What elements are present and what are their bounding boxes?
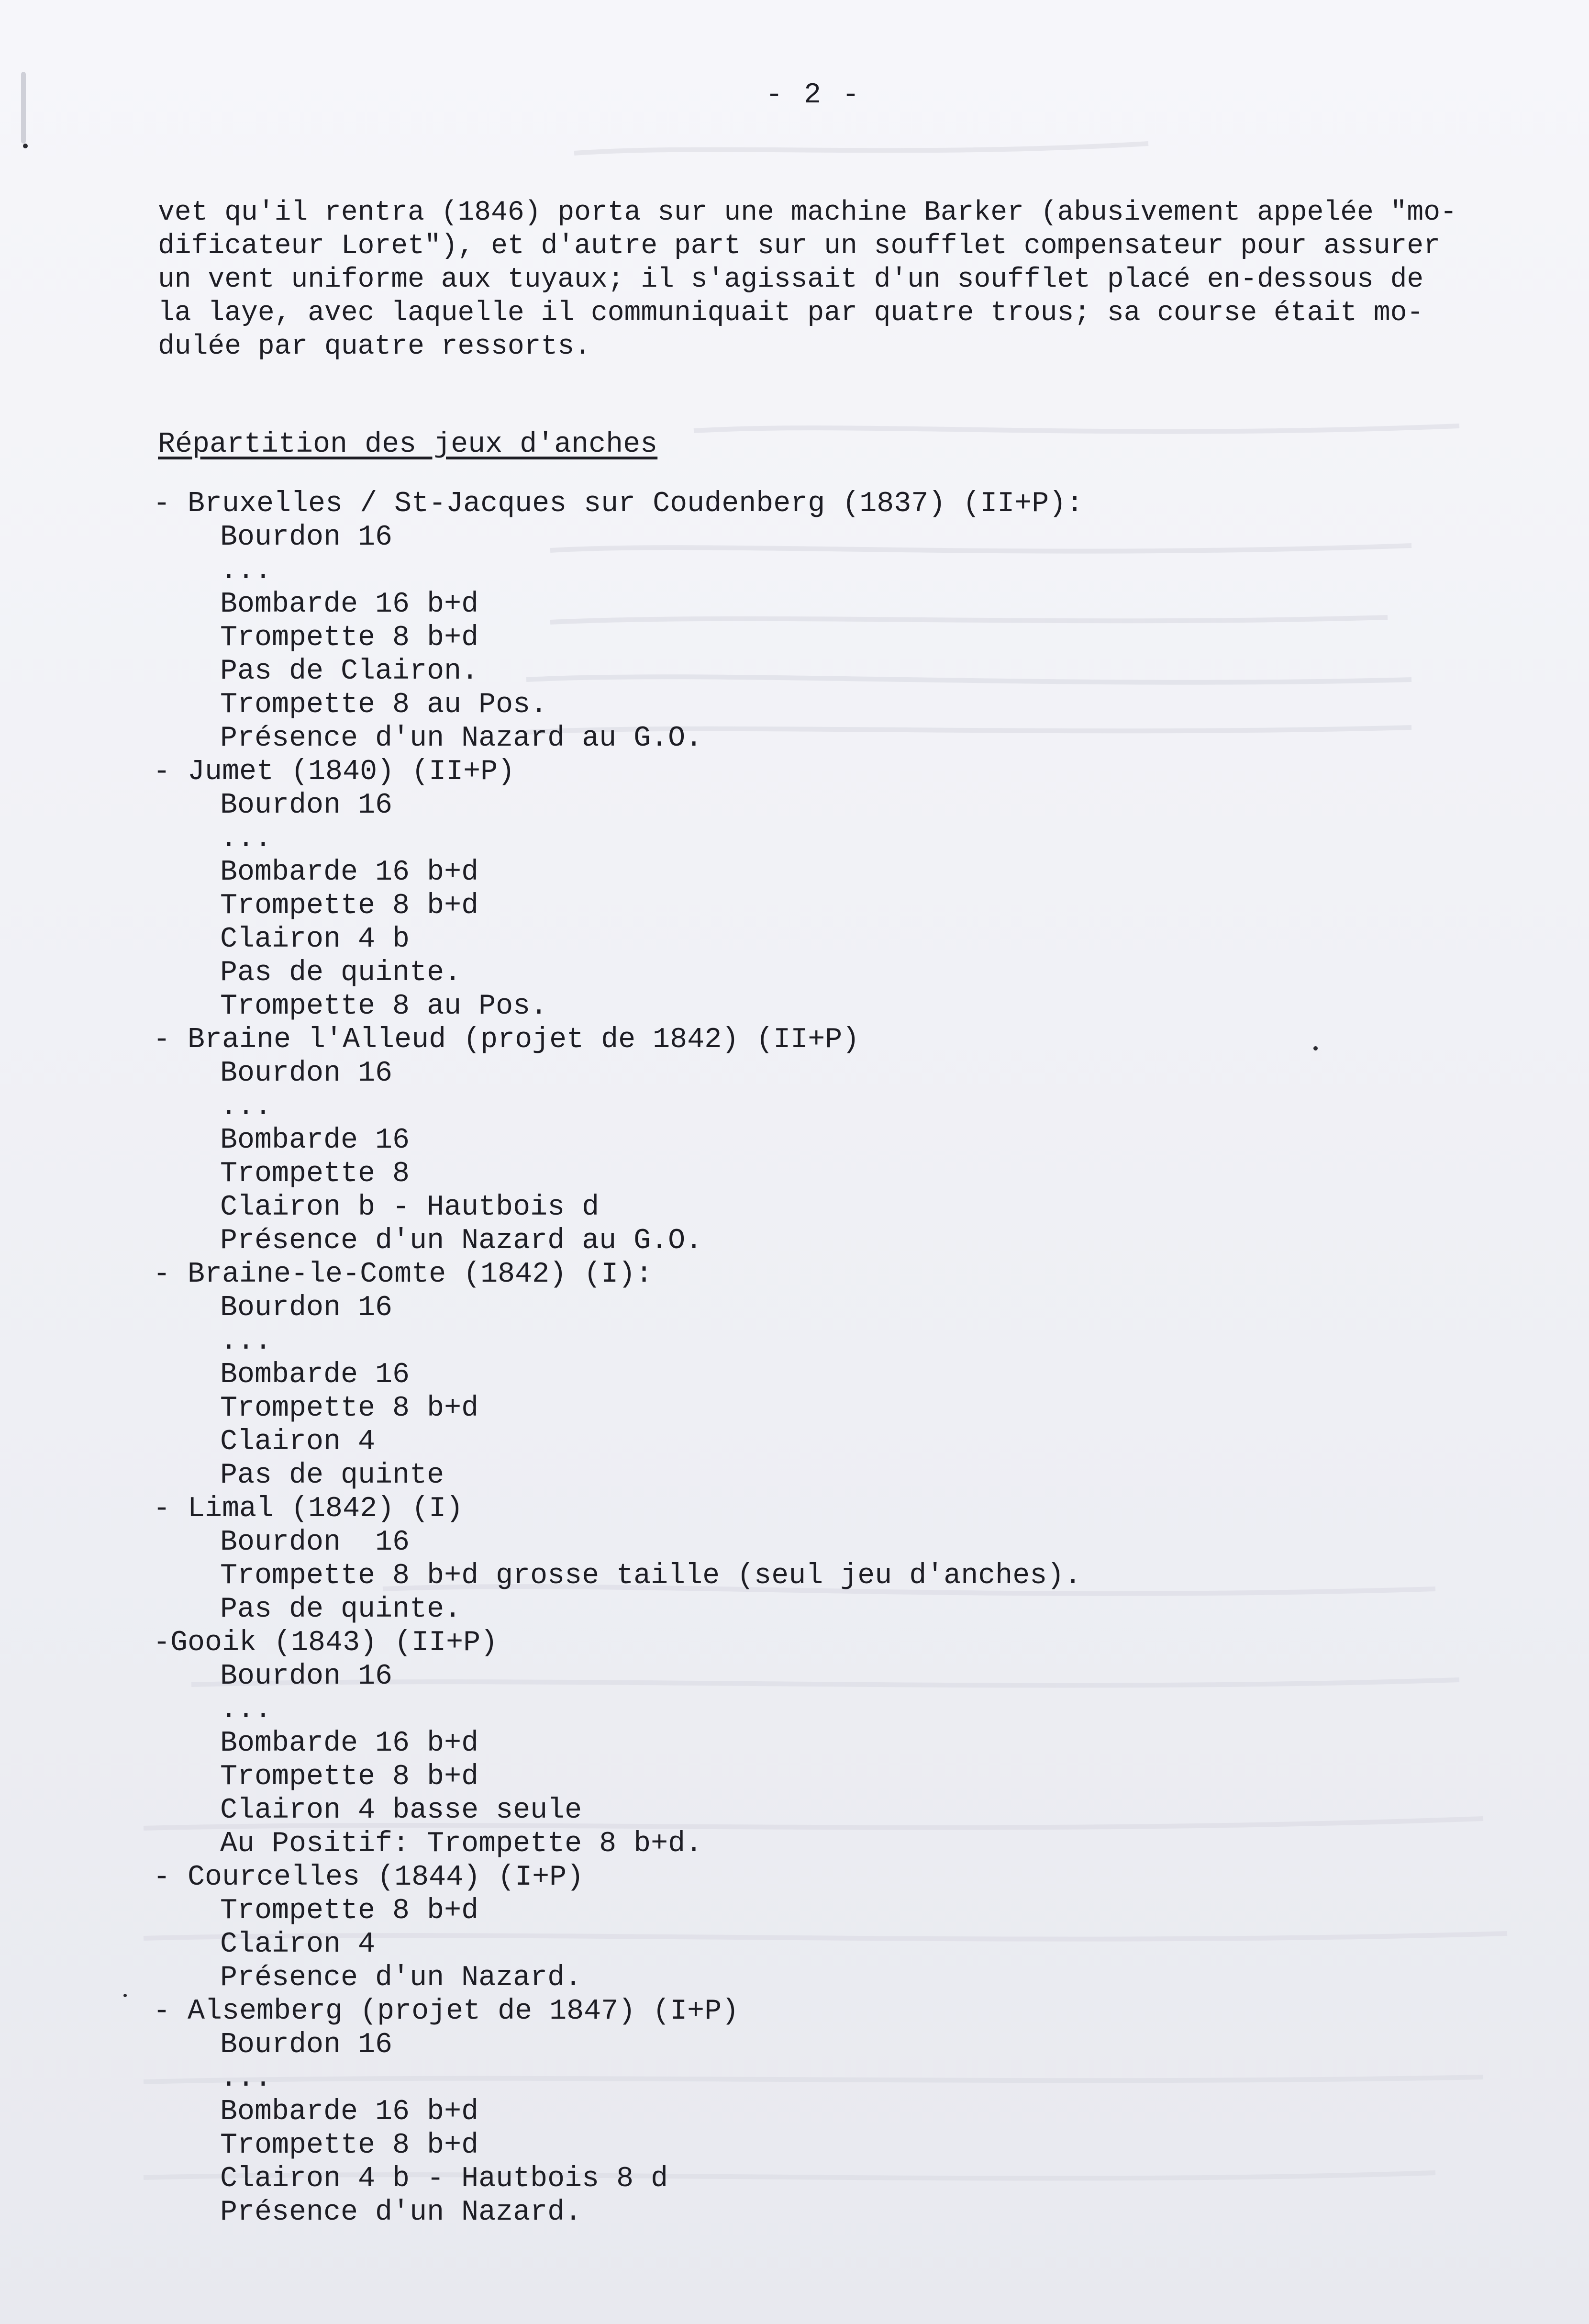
organ-entry xyxy=(153,1861,1541,1995)
organ-stop-line: Présence d'un Nazard. xyxy=(220,1962,582,1994)
organ-stop-line: Bombarde 16 b+d xyxy=(220,856,479,889)
organ-stop-line: Trompette 8 b+d xyxy=(220,1761,479,1793)
organ-entry xyxy=(153,1023,1541,1258)
organ-entry-title: -Gooik (1843) (II+P) xyxy=(153,1627,498,1659)
organ-stop-line: Trompette 8 au Pos. xyxy=(220,990,548,1023)
organ-entry-title: - Jumet (1840) (II+P) xyxy=(153,756,515,788)
speck-mark xyxy=(123,1994,127,1997)
organ-entry xyxy=(153,487,1541,755)
organ-entry xyxy=(153,1995,1541,2229)
speck-mark xyxy=(23,144,28,148)
organ-stop-line: ... xyxy=(220,1694,272,1726)
organ-entry-title: - Alsemberg (projet de 1847) (I+P) xyxy=(153,1995,739,2028)
organ-entry xyxy=(153,1258,1541,1492)
organ-entries-list xyxy=(153,487,1541,2229)
organ-stop-line: Clairon 4 basse seule xyxy=(220,1794,582,1827)
organ-stop-line: Trompette 8 b+d xyxy=(220,890,479,922)
organ-stop-line: Pas de quinte xyxy=(220,1459,444,1492)
intro-line: dificateur Loret"), et d'autre part sur un soufflet compensateur pour assurer xyxy=(158,231,1441,262)
organ-stop-line: ... xyxy=(220,2062,272,2095)
intro-paragraph xyxy=(158,196,1459,364)
organ-stop-line: ... xyxy=(220,1325,272,1358)
organ-stop-line: Bombarde 16 b+d xyxy=(220,2096,479,2128)
organ-stop-line: Clairon b - Hautbois d xyxy=(220,1191,600,1224)
organ-stop-line: Présence d'un Nazard au G.O. xyxy=(220,722,703,755)
organ-stop-line: Présence d'un Nazard. xyxy=(220,2196,582,2229)
organ-entry-title: - Braine l'Alleud (projet de 1842) (II+P) xyxy=(153,1024,860,1056)
organ-stop-line: Trompette 8 b+d xyxy=(220,2129,479,2162)
organ-entry-title: - Braine-le-Comte (1842) (I): xyxy=(153,1258,653,1291)
organ-entry xyxy=(153,755,1541,1023)
organ-entry xyxy=(153,1492,1541,1626)
organ-stop-line: Pas de quinte. xyxy=(220,1593,462,1626)
organ-stop-line: Bombarde 16 xyxy=(220,1359,410,1391)
intro-line: un vent uniforme aux tuyaux; il s'agissait d'un soufflet placé en-dessous de xyxy=(158,264,1424,295)
organ-stop-line: Bombarde 16 b+d xyxy=(220,588,479,621)
intro-line: la laye, avec laquelle il communiquait par quatre trous; sa course était mo- xyxy=(158,298,1424,329)
punch-hole-shadow xyxy=(21,72,26,144)
organ-stop-line: Bourdon 16 xyxy=(220,789,393,822)
organ-stop-line: Clairon 4 b - Hautbois 8 d xyxy=(220,2163,668,2195)
organ-stop-line: Bourdon 16 xyxy=(220,2029,393,2061)
organ-entry xyxy=(153,1626,1541,1861)
organ-entry-title: - Courcelles (1844) (I+P) xyxy=(153,1861,584,1894)
organ-stop-line: Trompette 8 b+d grosse taille (seul jeu d'anches). xyxy=(220,1560,1082,1592)
intro-line: dulée par quatre ressorts. xyxy=(158,331,591,362)
organ-stop-line: Bourdon 16 xyxy=(220,1057,393,1090)
organ-stop-line: Bourdon 16 xyxy=(220,1660,393,1693)
organ-stop-line: Bombarde 16 xyxy=(220,1124,410,1157)
organ-stop-line: ... xyxy=(220,555,272,587)
organ-stop-line: Clairon 4 xyxy=(220,1426,376,1458)
organ-stop-line: Bourdon 16 xyxy=(220,521,393,554)
organ-stop-line: Clairon 4 xyxy=(220,1928,376,1961)
organ-stop-line: Clairon 4 b xyxy=(220,923,410,956)
section-heading: Répartition des jeux d'anches xyxy=(158,428,658,461)
organ-entry-title: - Bruxelles / St-Jacques sur Coudenberg (1837) (II+P): xyxy=(153,488,1084,520)
organ-stop-line: Trompette 8 b+d xyxy=(220,1895,479,1927)
organ-stop-line: Trompette 8 au Pos. xyxy=(220,689,548,721)
organ-stop-line: Au Positif: Trompette 8 b+d. xyxy=(220,1828,703,1860)
organ-stop-line: Pas de quinte. xyxy=(220,957,462,989)
organ-stop-line: ... xyxy=(220,823,272,855)
organ-stop-line: Pas de Clairon. xyxy=(220,655,479,688)
organ-stop-line: Trompette 8 b+d xyxy=(220,622,479,654)
organ-stop-line: Trompette 8 b+d xyxy=(220,1392,479,1425)
organ-stop-line: Bourdon 16 xyxy=(220,1292,393,1324)
organ-stop-line: Bombarde 16 b+d xyxy=(220,1727,479,1760)
intro-line: vet qu'il rentra (1846) porta sur une machine Barker (abusivement appelée "mo- xyxy=(158,197,1457,228)
organ-stop-line: Bourdon 16 xyxy=(220,1526,410,1559)
organ-entry-title: - Limal (1842) (I) xyxy=(153,1493,464,1525)
page-number: - 2 - xyxy=(766,79,862,112)
organ-stop-line: Présence d'un Nazard au G.O. xyxy=(220,1225,703,1257)
organ-stop-line: ... xyxy=(220,1091,272,1123)
organ-stop-line: Trompette 8 xyxy=(220,1158,410,1190)
